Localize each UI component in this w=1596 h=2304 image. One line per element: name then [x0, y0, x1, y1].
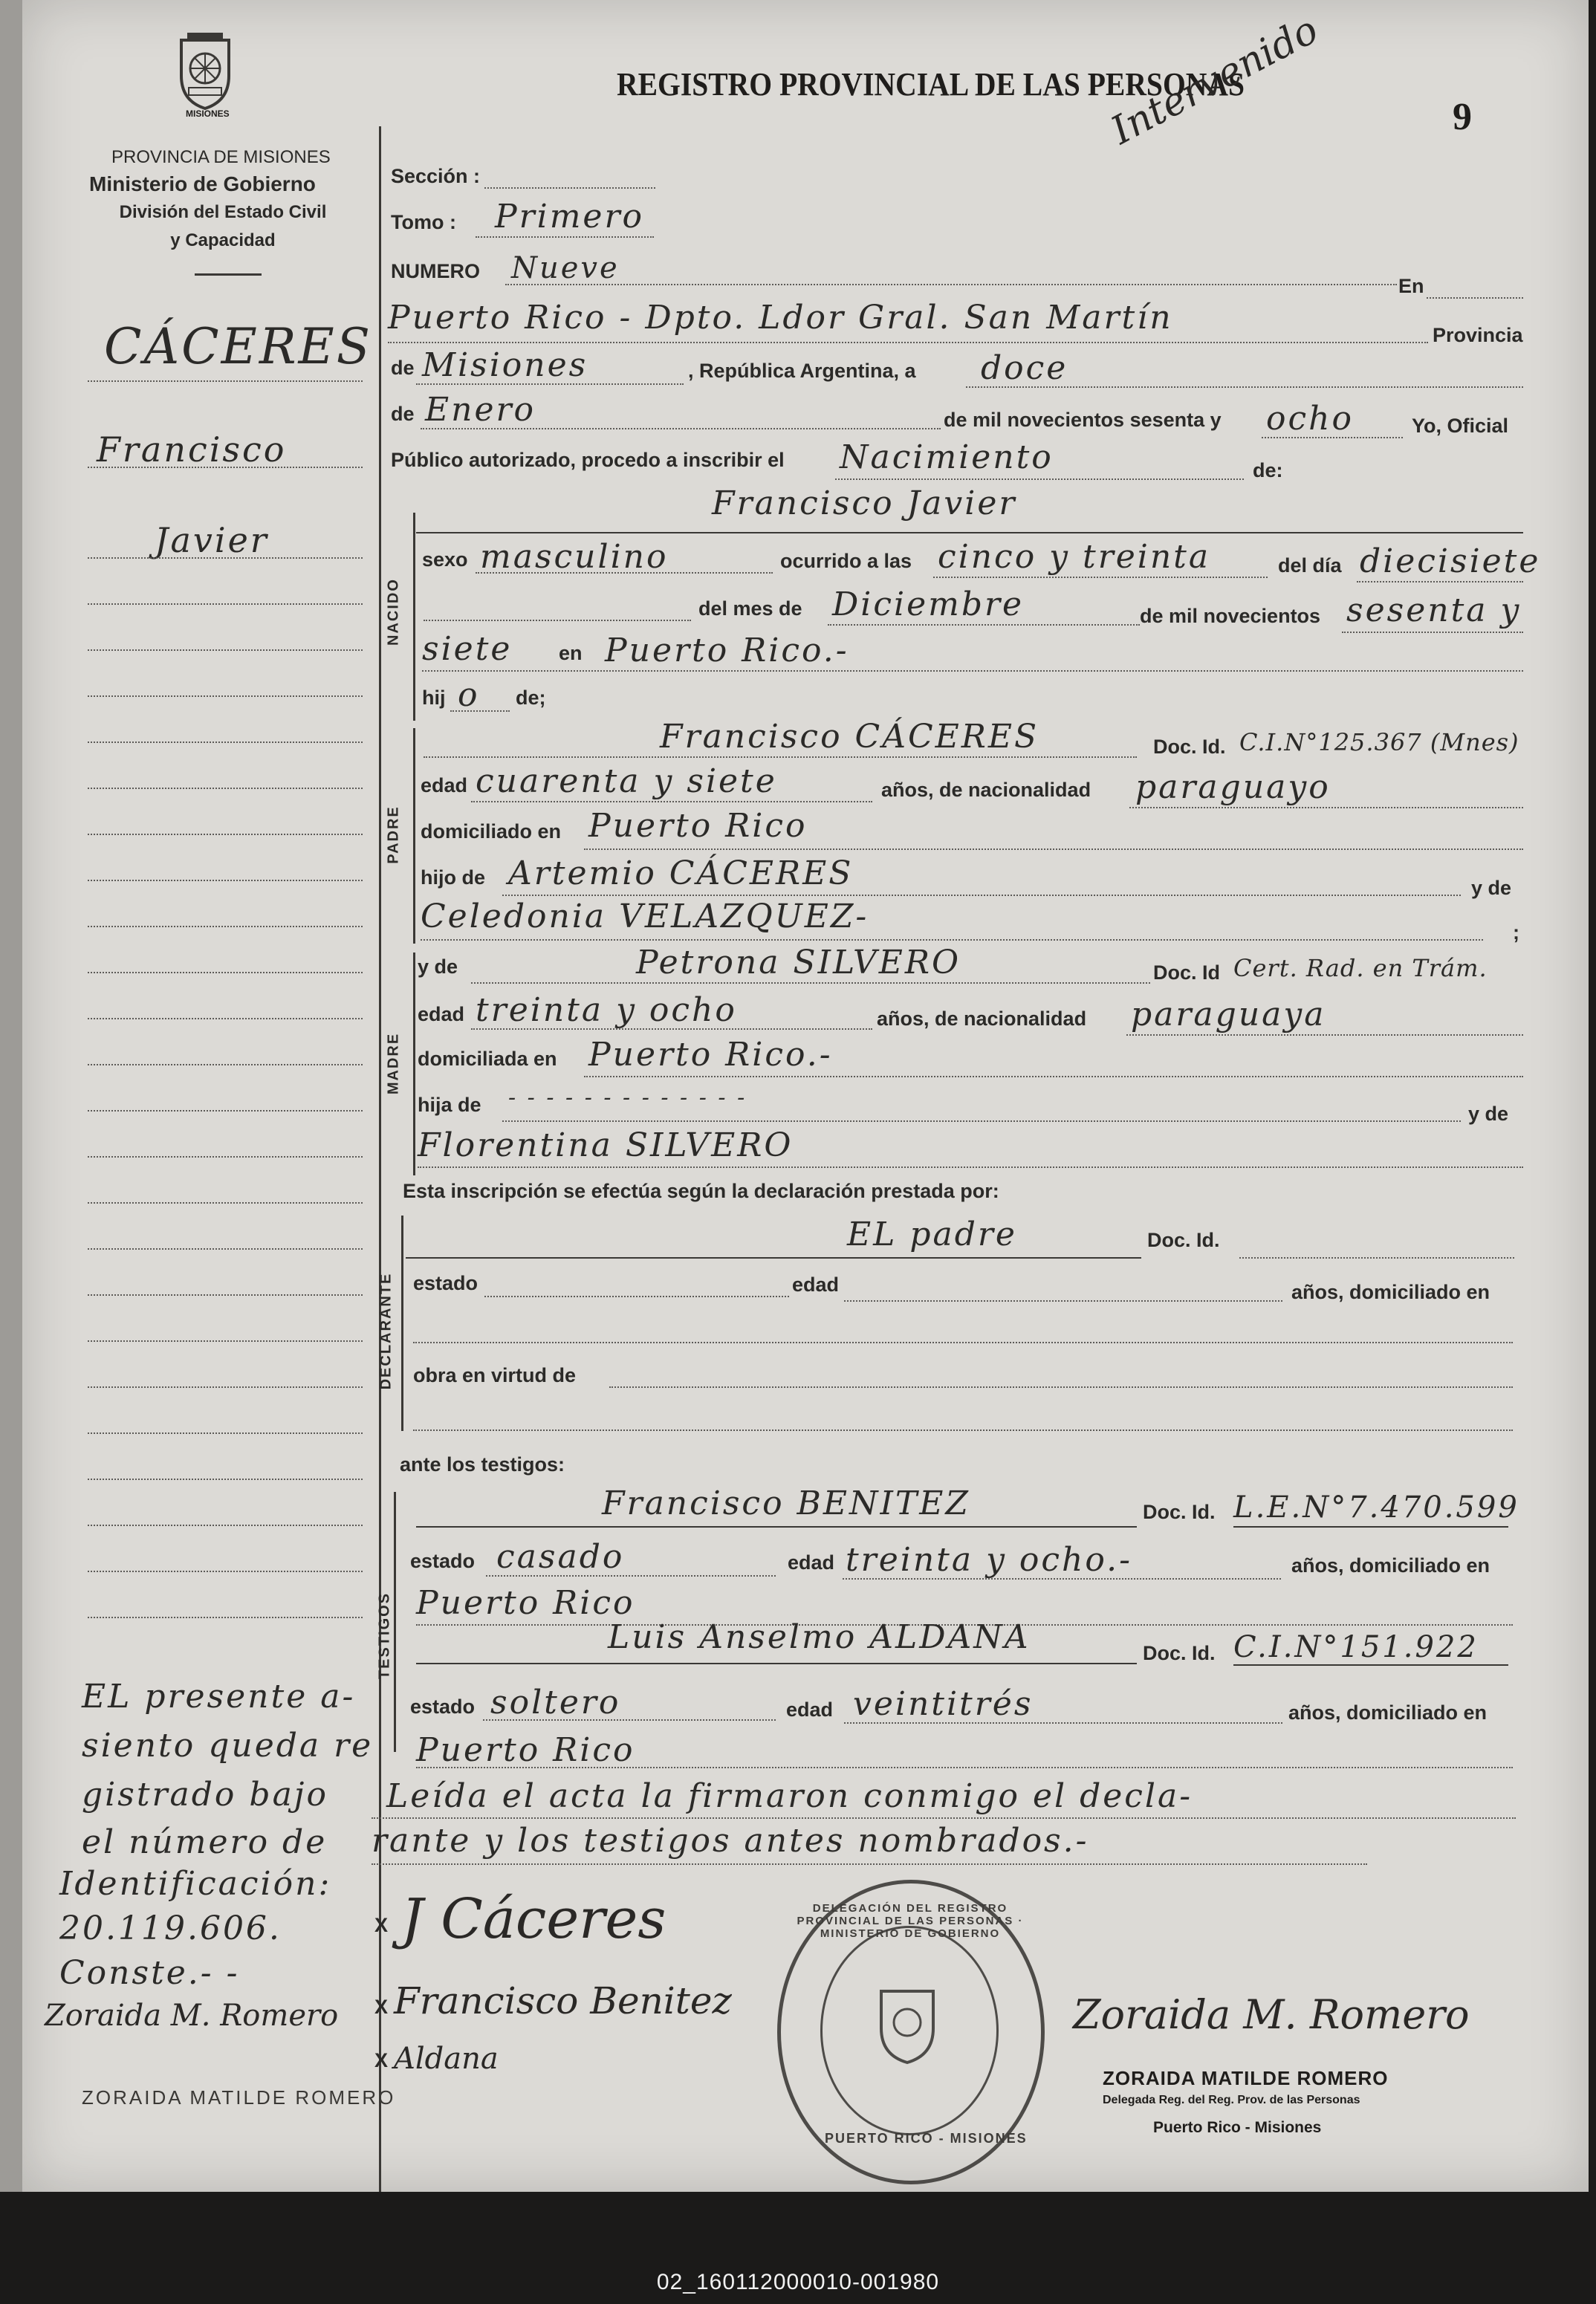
madre-nac-value: paraguaya — [1131, 996, 1326, 1033]
testigo2-estado-label: estado — [410, 1695, 476, 1718]
testigo2-name: Luis Anselmo ALDANA — [608, 1618, 1031, 1656]
declarante-name-line — [406, 1257, 1141, 1259]
nacido-name-line — [416, 532, 1523, 533]
month-value: Enero — [425, 391, 536, 429]
nacido-en-label: en — [559, 642, 583, 664]
padre-semicolon: ; — [1513, 921, 1519, 944]
padre-mother-field — [421, 939, 1483, 941]
madre-father-field — [502, 1120, 1461, 1122]
seccion-label: Sección : — [391, 165, 481, 187]
x-mark-testigo2: X — [374, 2049, 389, 2071]
emblem-ribbon: MISIONES — [186, 108, 230, 119]
madre-name-field — [471, 982, 1150, 984]
hora-value: cinco y treinta — [938, 538, 1211, 576]
testigo2-anos-label: años, domiciliado en — [1288, 1701, 1488, 1724]
tomo-value: Primero — [495, 198, 644, 236]
de-label-2: de — [391, 403, 415, 425]
declarante-doc-label: Doc. Id. — [1147, 1229, 1220, 1251]
testigo1-name: Francisco BENITEZ — [602, 1484, 970, 1522]
padre-anos-label: años, de nacionalidad — [881, 779, 1091, 801]
margin-given1: Francisco — [97, 429, 287, 470]
x-mark-testigo1: X — [374, 1996, 389, 2018]
testigo2-dom-field — [416, 1767, 1513, 1768]
margin-ruled-line — [88, 1110, 363, 1112]
anio-value-2: siete — [422, 630, 513, 668]
mes-field — [828, 624, 1140, 626]
testigo1-doc-label: Doc. Id. — [1143, 1501, 1216, 1523]
testigos-label: ante los testigos: — [400, 1453, 565, 1476]
document-title: REGISTRO PROVINCIAL DE LAS PERSONAS — [617, 66, 1245, 103]
margin-ruled-line — [88, 1432, 363, 1434]
republica-label: , República Argentina, a — [688, 360, 916, 382]
madre-doc-label: Doc. Id — [1153, 961, 1221, 984]
division-label: División del Estado Civil — [119, 202, 327, 222]
declarante-name: EL padre — [847, 1216, 1017, 1253]
en-label: En — [1398, 275, 1424, 297]
madre-edad-value: treinta y ocho — [476, 991, 737, 1029]
margin-line — [88, 467, 363, 468]
madre-dom-field — [584, 1076, 1523, 1077]
anio-value-1: sesenta y — [1346, 591, 1522, 629]
padre-doc-label: Doc. Id. — [1153, 736, 1226, 758]
declarante-edad-field — [844, 1300, 1282, 1302]
testigo2-doc-line — [1233, 1664, 1508, 1666]
declarante-bracket — [401, 1216, 403, 1431]
padre-name-field — [424, 756, 1137, 758]
madre-nac-field — [1126, 1034, 1523, 1036]
margin-ruled-line — [88, 1202, 363, 1204]
margin-ruled-line — [88, 1386, 363, 1388]
margin-line — [88, 380, 363, 382]
madre-dom-value: Puerto Rico.- — [588, 1036, 833, 1074]
testigo1-edad-field — [843, 1578, 1281, 1580]
declarante-section-label: DECLARANTE — [377, 1272, 395, 1390]
place-value: Puerto Rico - Dpto. Ldor Gral. San Martín — [388, 299, 1173, 337]
year-field — [1262, 437, 1403, 438]
declarante-anos-label: años, domiciliado en — [1291, 1281, 1490, 1303]
provincia-field — [416, 383, 684, 385]
padre-father-field — [502, 895, 1461, 896]
de-label: de — [391, 357, 415, 379]
testigo1-dom-value: Puerto Rico — [416, 1584, 635, 1622]
testigo2-edad-label: edad — [786, 1698, 834, 1721]
official-role: Delegada Reg. del Reg. Prov. de las Personas — [1103, 2094, 1360, 2106]
x-mark-declarante: X — [374, 1914, 389, 1936]
padre-y-de-label: y de — [1471, 877, 1512, 899]
top-signature: Intervenido — [1103, 7, 1326, 154]
margin-stamp: ZORAIDA MATILDE ROMERO — [82, 2086, 396, 2109]
hijo-value: o — [458, 676, 480, 714]
margin-ruled-line — [88, 557, 363, 559]
day-field — [966, 386, 1523, 388]
madre-mother-field — [418, 1166, 1523, 1168]
signature-oficial: Zoraida M. Romero — [1073, 1991, 1470, 2038]
margin-ruled-line — [88, 926, 363, 927]
testigo1-estado-field — [486, 1575, 776, 1577]
margin-ruled-line — [88, 1156, 363, 1158]
obra-field-2 — [413, 1430, 1513, 1431]
margin-ruled-line — [88, 1479, 363, 1480]
margin-ruled-line — [88, 1525, 363, 1526]
padre-nac-value: paraguayo — [1135, 768, 1331, 806]
tomo-label: Tomo : — [391, 211, 456, 233]
day-value: doce — [981, 349, 1068, 387]
sexo-value: masculino — [480, 538, 669, 576]
hijo-de-label: de; — [516, 687, 546, 709]
capacity-label: y Capacidad — [170, 230, 276, 250]
declarante-dom-field — [413, 1342, 1513, 1343]
testigo1-edad-value: treinta y ocho.- — [846, 1541, 1132, 1579]
padre-edad-field — [471, 801, 872, 802]
nacido-name: Francisco Javier — [712, 484, 1017, 522]
ministry-label: Ministerio de Gobierno — [89, 172, 316, 195]
margin-ruled-line — [88, 742, 363, 743]
padre-edad-label: edad — [421, 774, 468, 796]
testigo2-estado-field — [483, 1719, 776, 1721]
testigo2-name-line — [416, 1663, 1137, 1664]
margin-ruled-line — [88, 695, 363, 697]
padre-father-value: Artemio CÁCERES — [508, 854, 854, 892]
margin-signature: Zoraida M. Romero — [45, 1999, 339, 2033]
madre-mother-value: Florentina SILVERO — [418, 1126, 794, 1164]
provincia-label: Provincia — [1433, 324, 1523, 346]
madre-y-de-label: y de — [418, 955, 458, 978]
book-spine — [0, 0, 22, 2304]
testigo2-doc-value: C.I.N°151.922 — [1233, 1630, 1479, 1664]
sexo-label: sexo — [422, 548, 468, 571]
signature-testigo1: Francisco Benitez — [394, 1979, 732, 2022]
testigo2-dom-value: Puerto Rico — [416, 1731, 635, 1769]
del-dia-label: del día — [1278, 554, 1342, 577]
declarante-estado-field — [484, 1296, 789, 1297]
closing-line-2: rante y los testigos antes nombrados.- — [372, 1822, 1089, 1860]
provincia-value: Misiones — [422, 346, 588, 384]
padre-dom-field — [584, 848, 1523, 850]
seal-bottom-text: PUERTO RICO - MISIONES — [825, 2131, 1028, 2146]
madre-bracket — [413, 953, 415, 1175]
hijo-label: hij — [422, 687, 446, 709]
madre-doc-value: Cert. Rad. en Trám. — [1233, 954, 1488, 982]
margin-ruled-line — [88, 834, 363, 835]
testigo2-edad-field — [844, 1722, 1282, 1724]
madre-hija-de-label: hija de — [418, 1094, 481, 1116]
margin-note-line-3: gistrado bajo — [82, 1776, 328, 1814]
del-mes-label: del mes de — [698, 597, 802, 620]
declarante-edad-label: edad — [792, 1273, 840, 1296]
testigo1-name-line — [416, 1526, 1137, 1528]
closing-field-2 — [372, 1863, 1367, 1865]
testigo1-edad-label: edad — [788, 1551, 835, 1574]
month-field — [421, 428, 941, 429]
margin-note-line-4: el número de — [82, 1823, 328, 1861]
testigo1-estado-value: casado — [496, 1538, 625, 1576]
margin-ruled-line — [88, 1340, 363, 1342]
mes-value: Diciembre — [832, 585, 1025, 623]
testigo1-doc-value: L.E.N°7.470.599 — [1233, 1490, 1519, 1525]
del-mes-lead — [424, 620, 691, 621]
margin-note-line-7: Conste.- - — [59, 1954, 240, 1992]
obra-label: obra en virtud de — [413, 1364, 577, 1386]
padre-name: Francisco CÁCERES — [660, 718, 1039, 756]
mil-novecientos-label: de mil novecientos — [1140, 605, 1321, 627]
declarante-estado-label: estado — [413, 1272, 479, 1294]
margin-ruled-line — [88, 649, 363, 651]
margin-ruled-line — [88, 788, 363, 789]
padre-hijo-de-label: hijo de — [421, 866, 485, 889]
margin-note-line-2: siento queda re — [82, 1727, 374, 1765]
margin-surname: CÁCERES — [104, 318, 372, 375]
numero-value: Nueve — [511, 251, 620, 285]
de2-label: de: — [1253, 459, 1283, 481]
publico-label: Público autorizado, procedo a inscribir el — [391, 449, 785, 471]
acto-value: Nacimiento — [840, 438, 1054, 476]
madre-y-de-label-2: y de — [1468, 1103, 1509, 1125]
signature-testigo2: Aldana — [394, 2042, 499, 2076]
nacido-bracket — [413, 513, 415, 721]
margin-ruled-line — [88, 972, 363, 973]
dia-field — [1357, 581, 1523, 583]
province-label: PROVINCIA DE MISIONES — [111, 147, 331, 167]
page-number: 9 — [1453, 96, 1472, 138]
margin-ruled-line — [88, 603, 363, 605]
padre-edad-value: cuarenta y siete — [476, 762, 777, 800]
padre-doc-value: C.I.N°125.367 (Mnes) — [1239, 728, 1519, 756]
margin-ruled-line — [88, 1294, 363, 1296]
seccion-field — [484, 187, 655, 189]
seal-text: DELEGACIÓN DEL REGISTRO PROVINCIAL DE LAS PERSONAS · MINISTERIO DE GOBIERNO — [797, 1902, 1024, 1940]
year-value: ocho — [1266, 400, 1354, 438]
en-field — [1427, 297, 1523, 299]
testigo2-doc-label: Doc. Id. — [1143, 1642, 1216, 1664]
mil-label: de mil novecientos sesenta y — [944, 409, 1222, 431]
declarante-doc-field — [1239, 1257, 1514, 1259]
official-name: ZORAIDA MATILDE ROMERO — [1103, 2067, 1389, 2089]
testigo1-estado-label: estado — [410, 1550, 476, 1572]
numero-field — [505, 284, 1397, 285]
place-field — [388, 342, 1428, 343]
signature-declarante: J Cáceres — [401, 1887, 666, 1951]
margin-ruled-line — [88, 1248, 363, 1250]
margin-note-line-6: 20.119.606. — [59, 1909, 282, 1947]
padre-dom-label: domiciliado en — [421, 820, 562, 843]
madre-dom-label: domiciliada en — [418, 1048, 557, 1070]
margin-note-line-5: Identificación: — [59, 1865, 332, 1903]
column-divider — [379, 126, 381, 2192]
sexo-field — [476, 572, 773, 574]
testigo1-doc-line — [1233, 1526, 1508, 1528]
testigo2-edad-value: veintitrés — [853, 1685, 1034, 1723]
official-place: Puerto Rico - Misiones — [1153, 2119, 1322, 2136]
nacido-lugar-value: Puerto Rico.- — [605, 632, 849, 669]
numero-label: NUMERO — [391, 260, 480, 282]
testigo1-anos-label: años, domiciliado en — [1291, 1554, 1490, 1577]
acto-field — [835, 478, 1244, 480]
image-caption: 02_160112000010-001980 — [656, 2270, 940, 2294]
obra-field — [609, 1386, 1513, 1388]
hora-field — [933, 577, 1268, 578]
testigo2-estado-value: soltero — [490, 1684, 621, 1721]
seal-coat-of-arms-icon — [874, 1984, 941, 2069]
declaracion-label: Esta inscripción se efectúa según la declaración prestada por: — [403, 1180, 999, 1202]
ocurrido-label: ocurrido a las — [780, 550, 912, 572]
margin-given2: Javier — [155, 520, 269, 560]
closing-field-1 — [372, 1817, 1516, 1819]
margin-note-line-1: EL presente a- — [82, 1678, 356, 1716]
padre-section-label: PADRE — [385, 805, 402, 864]
margin-ruled-line — [88, 880, 363, 881]
padre-bracket — [413, 728, 415, 944]
testigos-section-label: TESTIGOS — [376, 1591, 393, 1680]
dia-value: diecisiete — [1360, 542, 1541, 580]
provincial-emblem-icon — [177, 30, 233, 111]
margin-ruled-line — [88, 1571, 363, 1572]
nacido-lugar-field — [422, 670, 1523, 672]
yo-label: Yo, Oficial — [1412, 415, 1509, 437]
margin-ruled-line — [88, 1018, 363, 1019]
testigos-bracket — [394, 1492, 396, 1752]
padre-mother-value: Celedonia VELAZQUEZ- — [421, 898, 869, 935]
nacido-section-label: NACIDO — [385, 578, 402, 646]
margin-ruled-line — [88, 1064, 363, 1065]
madre-father-value: - - - - - - - - - - - - - — [508, 1085, 747, 1111]
padre-dom-value: Puerto Rico — [588, 807, 808, 845]
madre-section-label: MADRE — [385, 1032, 402, 1095]
hijo-field — [450, 710, 510, 712]
tomo-field — [476, 236, 654, 238]
anio-field — [1342, 632, 1523, 633]
padre-nac-field — [1129, 807, 1523, 808]
madre-edad-label: edad — [418, 1003, 465, 1025]
closing-line-1: Leída el acta la firmaron conmigo el decla- — [386, 1777, 1193, 1815]
margin-ruled-line — [88, 1617, 363, 1618]
madre-anos-label: años, de nacionalidad — [877, 1007, 1087, 1030]
header-divider — [195, 273, 262, 276]
madre-name: Petrona SILVERO — [636, 944, 961, 981]
madre-edad-field — [471, 1028, 872, 1030]
